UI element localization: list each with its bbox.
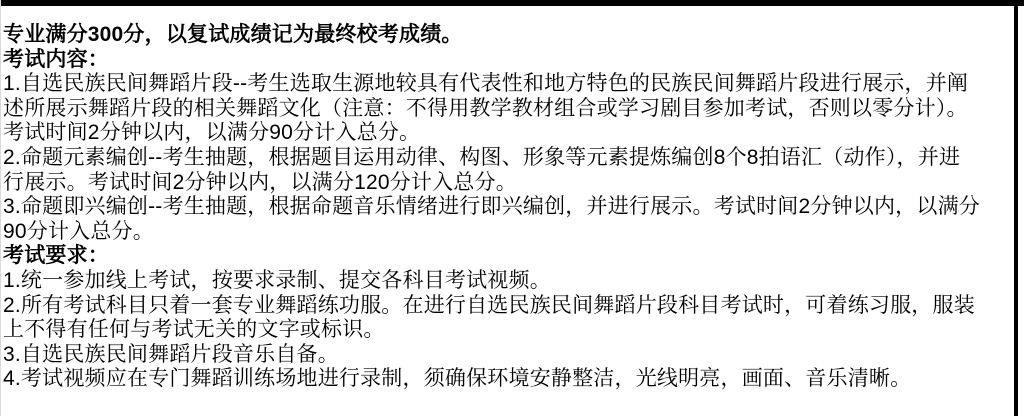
content-item-1-line-1: 1.自选民族民间舞蹈片段--考生选取生源地较具有代表性和地方特色的民族民间舞蹈片段进行展示，并阐	[3, 72, 969, 96]
content-item-2-line-1: 2.命题元素编创--考生抽题，根据题目运用动律、构图、形象等元素提炼编创8个8拍语汇（动作），并进	[3, 145, 961, 169]
content-item-1-line-3: 考试时间2分钟以内，以满分90分计入总分。	[3, 121, 421, 145]
content-item-2-line-2: 行展示。考试时间2分钟以内，以满分120分计入总分。	[3, 170, 517, 194]
content-item-3-line-2: 90分计入总分。	[3, 219, 154, 243]
content-item-3-line-1: 3.命题即兴编创--考生抽题，根据命题音乐情绪进行即兴编创，并进行展示。考试时间2分钟以内，以满分	[3, 195, 980, 219]
requirement-item-2-line-2: 上不得有任何与考试无关的文字或标识。	[3, 318, 385, 342]
content-item-1-line-2: 述所展示舞蹈片段的相关舞蹈文化（注意：不得用教学教材组合或学习剧目参加考试，否则以零分计）。	[3, 96, 968, 120]
score-summary-line: 专业满分300分，以复试成绩记为最终校考成绩。	[3, 23, 463, 46]
top-border-bar	[0, 0, 1024, 6]
right-border-bar	[1014, 0, 1018, 416]
left-edge-hairline	[0, 0, 1, 416]
requirement-item-3: 3.自选民族民间舞蹈片段音乐自备。	[3, 342, 339, 366]
exam-content-heading: 考试内容：	[3, 47, 109, 71]
requirement-item-1: 1.统一参加线上考试，按要求录制、提交各科目考试视频。	[3, 268, 551, 292]
document-body	[3, 23, 1010, 392]
requirement-item-2-line-1: 2.所有考试科目只着一套专业舞蹈练功服。在进行自选民族民间舞蹈片段科目考试时，可着练习服，服装	[3, 293, 975, 317]
requirement-item-4: 4.考试视频应在专门舞蹈训练场地进行录制，须确保环境安静整洁，光线明亮，画面、音乐清晰。	[3, 367, 912, 391]
exam-requirements-heading: 考试要求：	[3, 244, 109, 268]
